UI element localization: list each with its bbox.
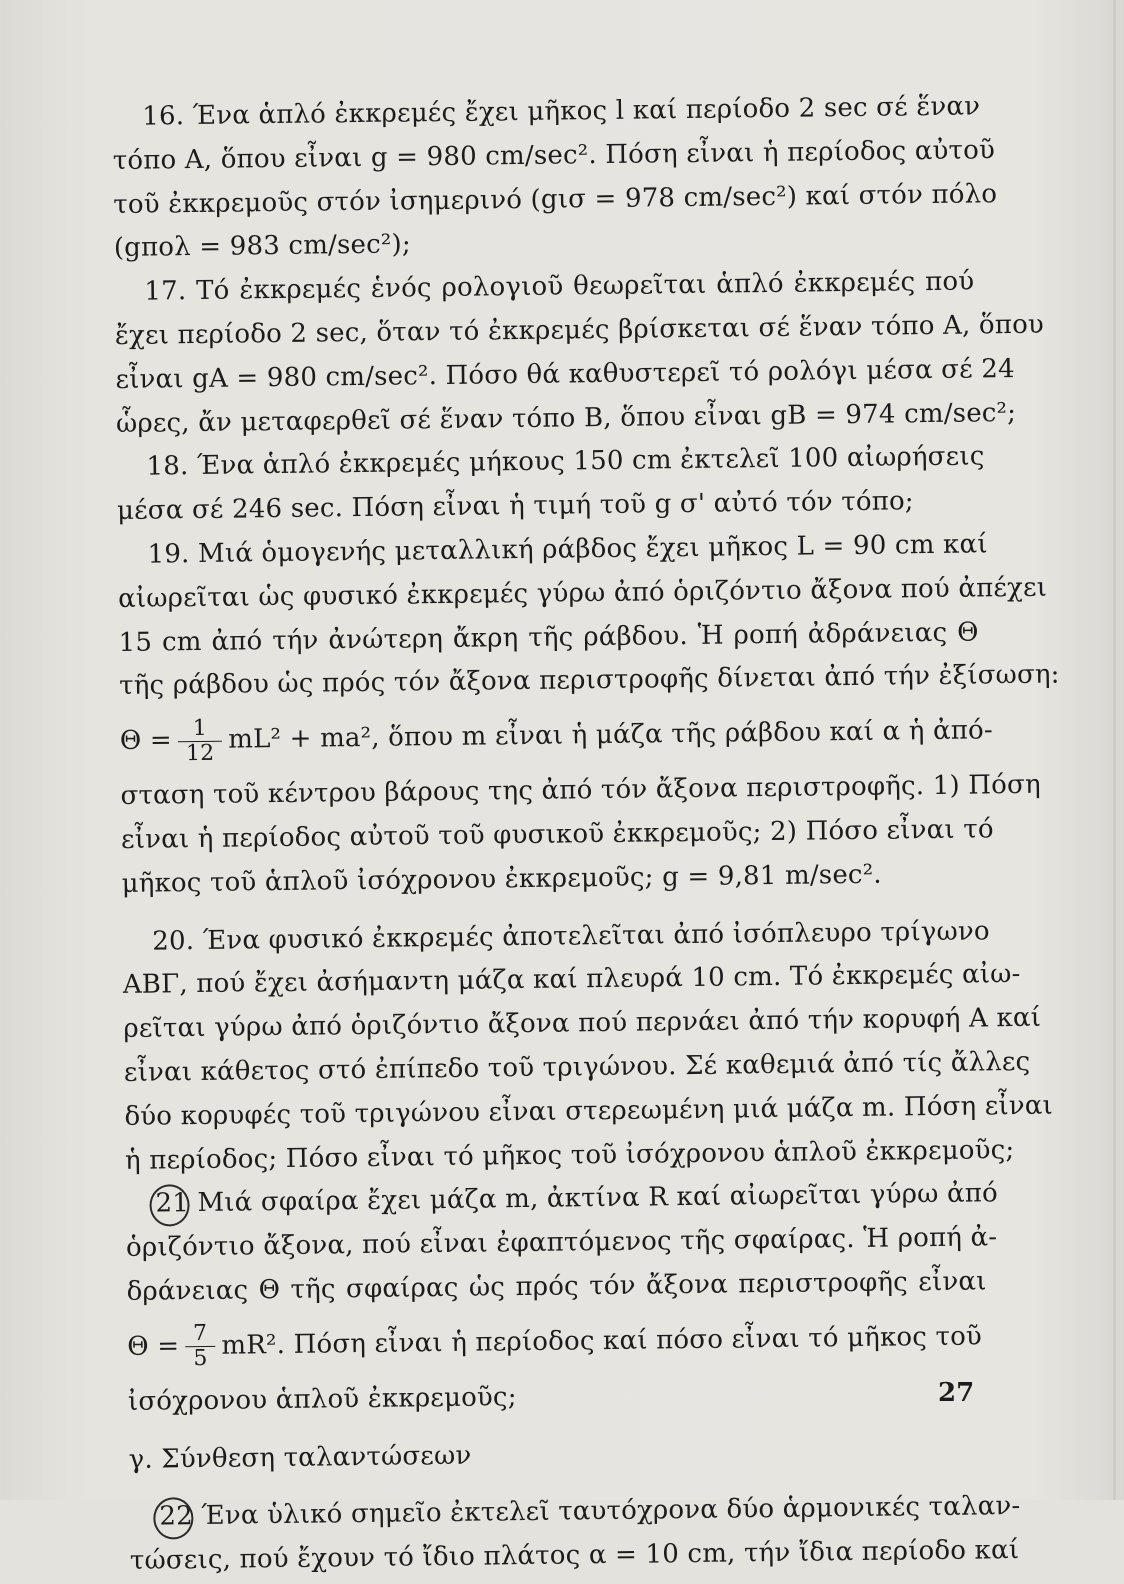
problem-20-line-6: ἡ περίοδος; Πόσο εἶναι τό μῆκος τοῦ ἰσόχρονου ἁπλοῦ ἐκκρεμοῦς;	[124, 1134, 1015, 1176]
problem-22-line-2: τώσεις, πού ἔχουν τό ἴδιο πλάτος α = 10 cm, τήν ἴδια περίοδο καί	[129, 1535, 1020, 1576]
problem-16-line-2: τόπο Α, ὅπου εἶναι g = 980 cm/sec². Πόση εἶναι ἡ περίοδος αὐτοῦ	[112, 135, 996, 176]
problem-22-line-1: 22 Ένα ὑλικό σημεῖο ἐκτελεῖ ταυτόχρονα δύο ἁρμονικές ταλαν-	[129, 1486, 989, 1540]
problem-20-line-1: 20. Ένα φυσικό ἐκκρεμές ἀποτελεῖται ἀπό ἰσόπλευρο τρίγωνο	[152, 915, 990, 957]
problem-number: 16.	[142, 101, 185, 132]
problem-19-formula: Θ = $\frac{1}{12}$ mL² + ma², ὅπου m εἶναι ἡ μάζα τῆς ράβδου καί α ἡ ἀπό-	[119, 715, 994, 766]
problem-number-circled: 21	[155, 1182, 189, 1226]
problem-18-line-1: 18. Ένα ἁπλό ἐκκρεμές μήκους 150 cm ἐκτελεῖ 100 αἰωρήσεις	[146, 441, 985, 482]
problem-21-line-1: 21 Μιά σφαίρα ἔχει μάζα m, ἀκτίνα R καί αἰωρεῖται γύρω ἀπό	[125, 1173, 985, 1227]
problem-17-line-2: ἔχει περίοδο 2 sec, ὅταν τό ἐκκρεμές βρίσκεται σέ ἕναν τόπο Α, ὅπου	[114, 309, 1045, 351]
problem-number-circled: 22	[159, 1495, 193, 1539]
problem-18-line-2: μέσα σέ 246 sec. Πόση εἶναι ἡ τιμή τοῦ g σ' αὐτό τόν τόπο;	[116, 486, 914, 527]
problem-21-line-3: δράνειας Θ τῆς σφαίρας ὡς πρός τόν ἄξονα περιστροφῆς εἶναι	[126, 1266, 987, 1307]
problem-19-line-6: εἶναι ἡ περίοδος αὐτοῦ τοῦ φυσικοῦ ἐκκρεμοῦς; 2) Πόσο εἶναι τό	[120, 814, 994, 855]
problem-number: 18.	[146, 451, 189, 482]
problem-number: 19.	[147, 539, 190, 570]
page-number: 27	[938, 1378, 975, 1408]
section-heading: γ. Σύνθεση ταλαντώσεων	[128, 1440, 472, 1475]
problem-21-line-2: ὁριζόντιο ἄξονα, πού εἶναι ἐφαπτόμενος τῆς σφαίρας. Ἡ ροπή ἀ-	[125, 1222, 998, 1264]
problem-20-line-3: ρεῖται γύρω ἀπό ὁριζόντιο ἄξονα πού περνάει ἀπό τήν κορυφή Α καί	[123, 1002, 1042, 1045]
problem-20-line-2: ΑΒΓ, πού ἔχει ἀσήμαντη μάζα καί πλευρά 10 cm. Τό ἐκκρεμές αἰω-	[122, 959, 1021, 1001]
problem-20-line-4: εἶναι κάθετος στό ἐπίπεδο τοῦ τριγώνου. Σέ καθεμιά ἀπό τίς ἄλλες	[123, 1046, 1031, 1088]
problem-19-line-5: σταση τοῦ κέντρου βάρους της ἀπό τόν ἄξονα περιστροφῆς. 1) Πόση	[120, 769, 1041, 812]
fraction: $\frac{7}{5}$	[185, 1322, 216, 1371]
problem-19-line-1: 19. Μιά ὁμογενής μεταλλική ράβδος ἔχει μῆκος L = 90 cm καί	[147, 529, 988, 570]
problem-19-line-3: 15 cm ἀπό τήν ἀνώτερη ἄκρη τῆς ράβδου. Ἡ ροπή ἀδράνειας Θ	[118, 617, 979, 658]
problem-17-line-4: ὧρες, ἄν μεταφερθεῖ σέ ἕναν τόπο Β, ὅπου εἶναι gB = 974 cm/sec²;	[115, 397, 1017, 439]
problem-21-line-4: ἰσόχρονου ἁπλοῦ ἐκκρεμοῦς;	[127, 1381, 517, 1417]
problem-20-line-5: δύο κορυφές τοῦ τριγώνου εἶναι στερεωμένη μιά μάζα m. Πόση εἶναι	[124, 1090, 1054, 1132]
problem-16-line-4: (gπολ = 983 cm/sec²);	[113, 229, 412, 264]
page-edge	[1113, 0, 1116, 1500]
problem-16-line-3: τοῦ ἐκκρεμοῦς στόν ἰσημερινό (gισ = 978 cm/sec²) καί στόν πόλο	[113, 178, 998, 220]
problem-17-line-1: 17. Τό ἐκκρεμές ἑνός ρολογιοῦ θεωρεῖται ἁπλό ἐκκρεμές πού	[144, 266, 975, 307]
problem-21-formula: Θ = $\frac{7}{5}$ mR². Πόση εἶναι ἡ περίοδος καί πόσο εἶναι τό μῆκος τοῦ	[127, 1321, 983, 1372]
problem-19-line-7: μῆκος τοῦ ἁπλοῦ ἰσόχρονου ἐκκρεμοῦς; g = 9,81 m/sec².	[121, 859, 882, 899]
problem-19-line-4: τῆς ράβδου ὡς πρός τόν ἄξονα περιστροφῆς δίνεται ἀπό τήν ἐξίσωση:	[119, 659, 1060, 702]
problem-19-line-2: αἰωρεῖται ὡς φυσικό ἐκκρεμές γύρω ἀπό ὁριζόντιο ἄξονα πού ἀπέχει	[117, 572, 1048, 614]
problem-17-line-3: εἶναι gA = 980 cm/sec². Πόσο θά καθυστερεῖ τό ρολόγι μέσα σέ 24	[115, 353, 1015, 395]
page-text	[112, 85, 1060, 1583]
problem-number: 17.	[144, 276, 187, 307]
problem-number: 20.	[152, 925, 195, 957]
problem-16-line-1: 16. Ένα ἁπλό ἐκκρεμές ἔχει μῆκος l καί περίοδο 2 sec σέ ἕναν	[142, 91, 981, 132]
fraction: $\frac{1}{12}$	[178, 716, 223, 766]
